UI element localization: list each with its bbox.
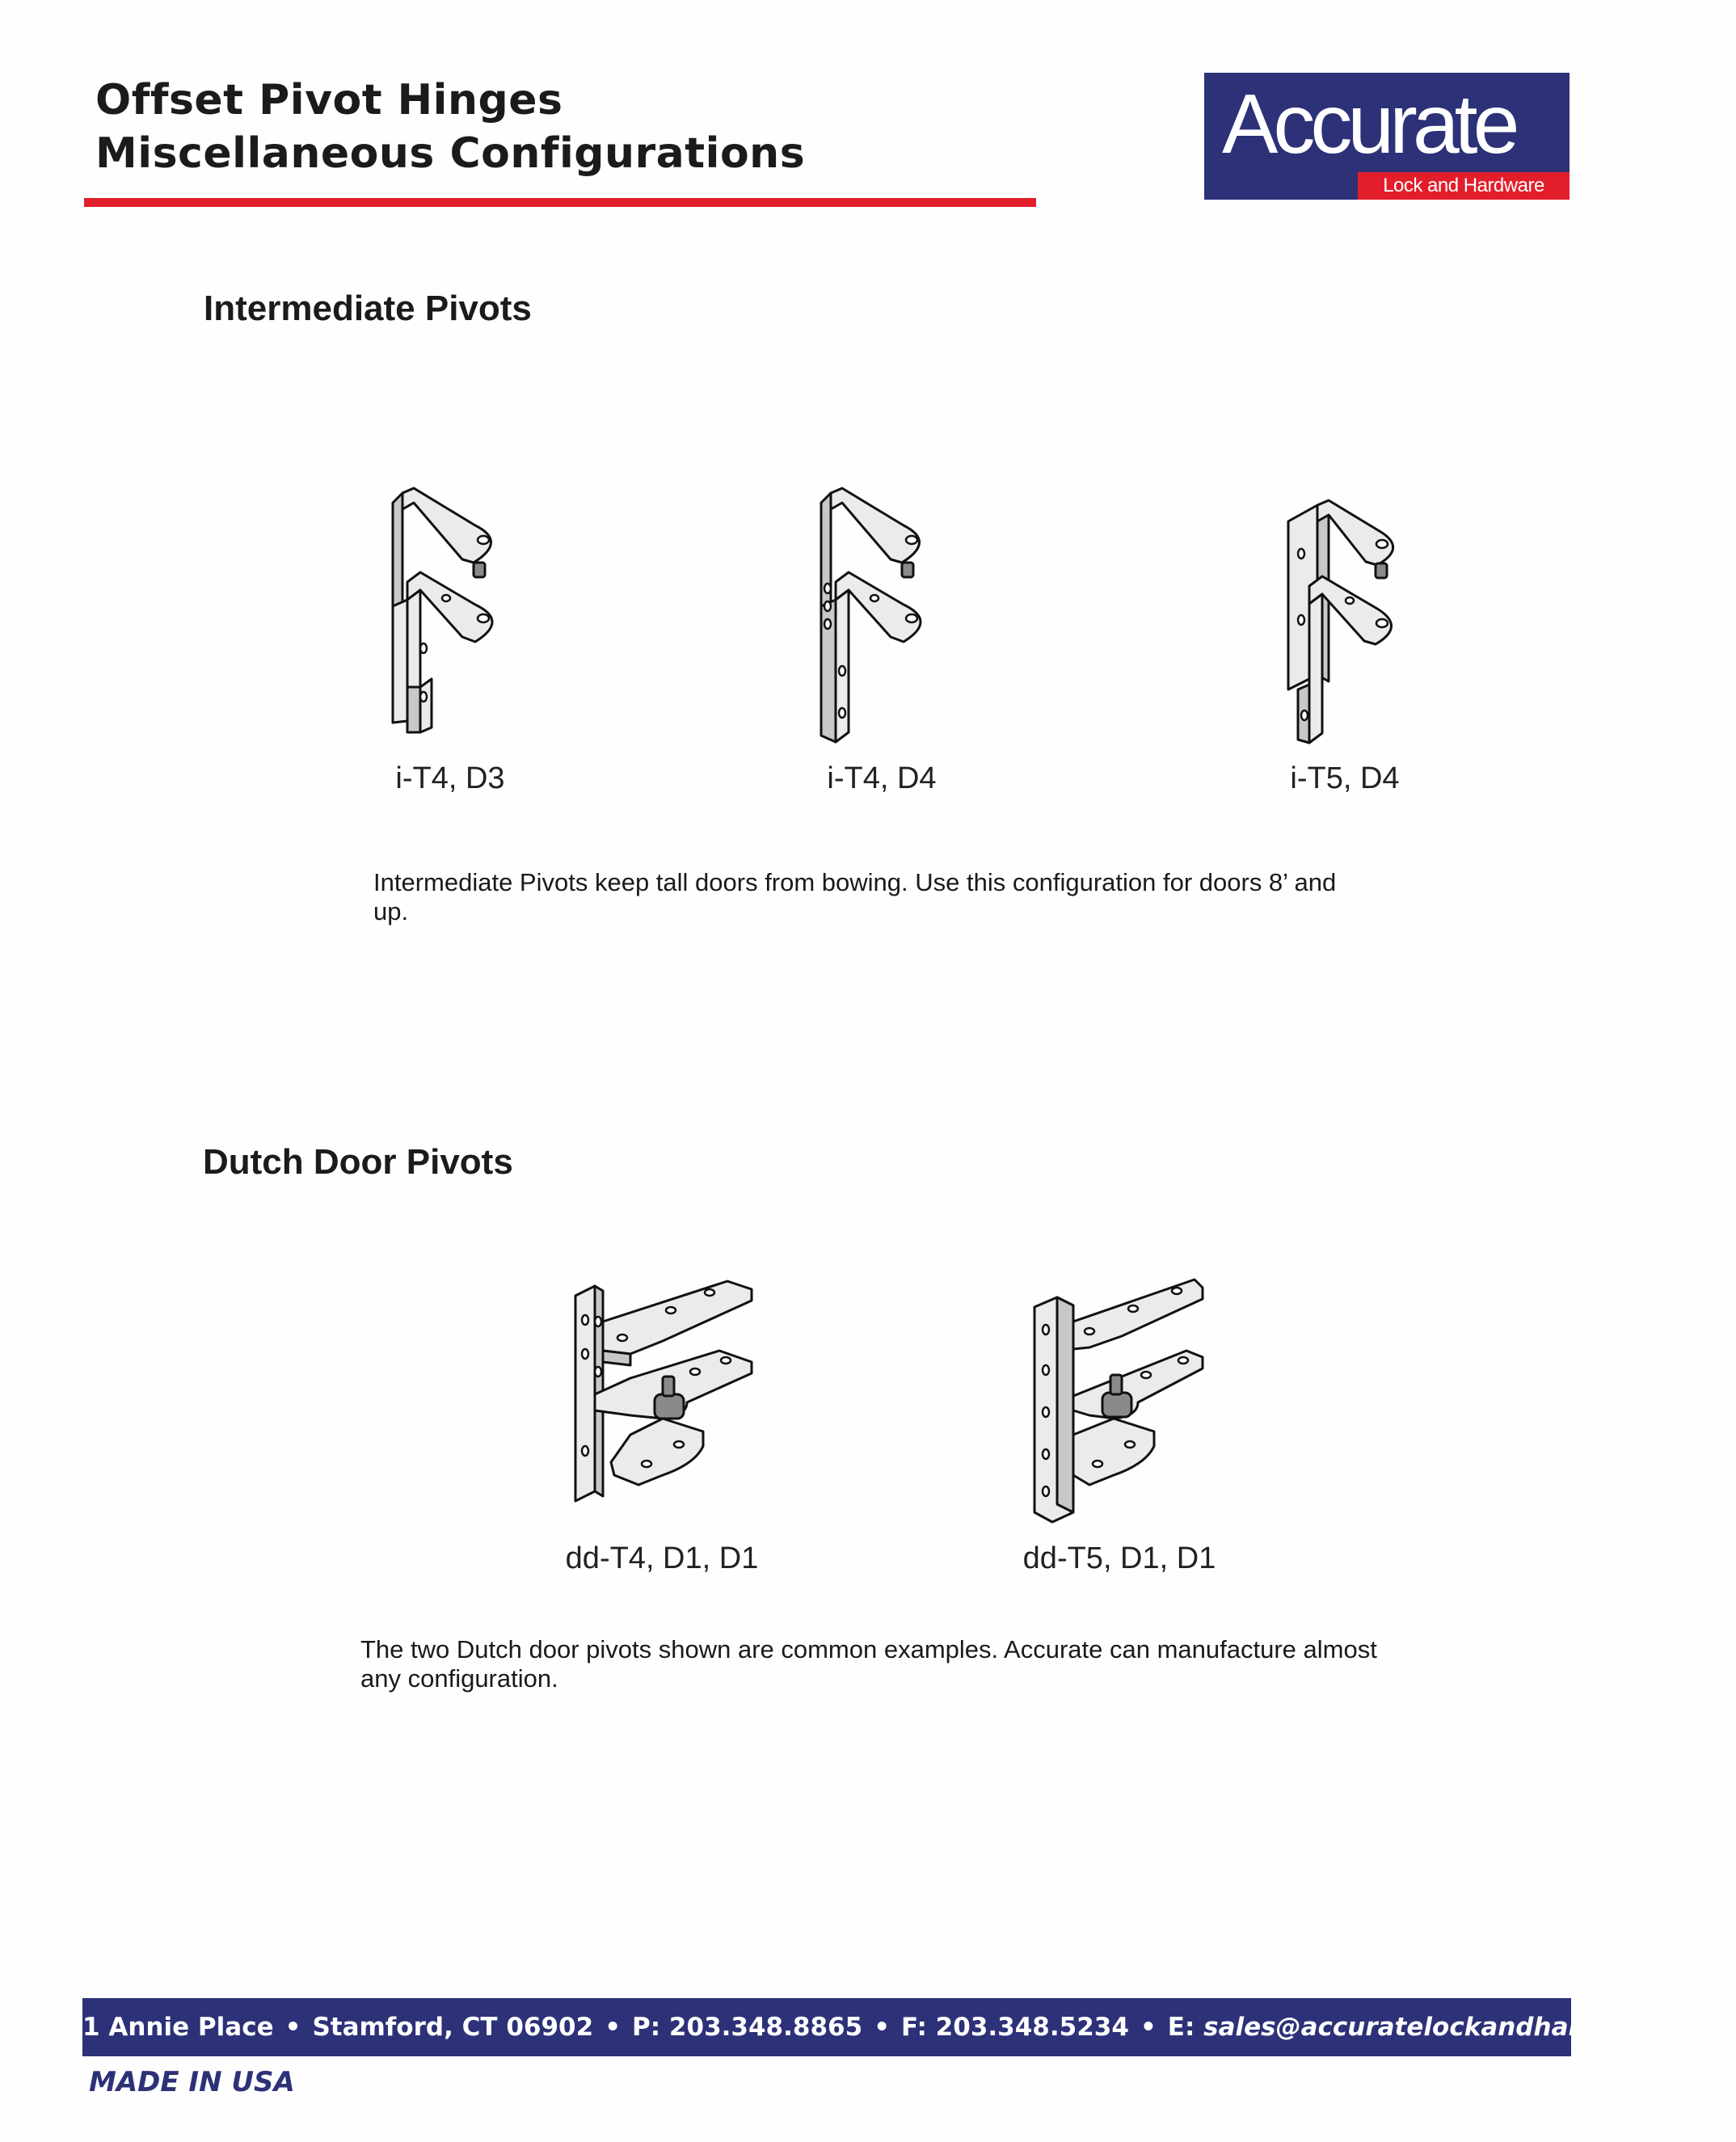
intermediate-pivot-i-t5-d4-diagram — [1285, 497, 1406, 748]
footer-fax: F: 203.348.5234 — [901, 2013, 1129, 2042]
logo-tagline: Lock and Hardware — [1358, 172, 1570, 200]
footer-email-link[interactable]: sales@accuratelockandhardware.com — [1203, 2013, 1736, 2042]
accurate-logo — [1204, 73, 1570, 200]
page-title-line-2: Miscellaneous Configurations — [95, 129, 806, 178]
footer-separator: • — [605, 2013, 622, 2042]
title-underline-rule — [84, 198, 1036, 207]
intermediate-pivots-description: Intermediate Pivots keep tall doors from bowing. Use this configuration for doors 8’ and up. — [373, 868, 1337, 926]
footer-phone: P: 203.348.8865 — [632, 2013, 863, 2042]
footer-separator: • — [1140, 2013, 1157, 2042]
caption-dd-t5-d1-d1: dd-T5, D1, D1 — [1022, 1541, 1216, 1575]
dutch-door-pivots-description: The two Dutch door pivots shown are common examples. Accurate can manufacture almost any configuration. — [360, 1635, 1377, 1693]
footer-separator: • — [874, 2013, 891, 2042]
made-in-usa-label: MADE IN USA — [89, 2066, 295, 2098]
intermediate-pivot-i-t4-d3-diagram — [388, 485, 509, 736]
footer-email-label: E: — [1167, 2013, 1195, 2042]
dutch-door-pivot-dd-t5-diagram — [1025, 1273, 1219, 1516]
caption-i-t4-d4: i-T4, D4 — [827, 761, 937, 795]
dutch-door-pivot-dd-t4-diagram — [566, 1273, 760, 1516]
caption-dd-t4-d1-d1: dd-T4, D1, D1 — [565, 1541, 759, 1575]
footer-contact-bar — [82, 1998, 1736, 2056]
intermediate-pivot-i-t4-d4-diagram — [816, 485, 938, 752]
caption-i-t5-d4: i-T5, D4 — [1290, 761, 1400, 795]
footer-address: 1 Annie Place — [82, 2013, 274, 2042]
footer-separator: • — [284, 2013, 301, 2042]
dutch-door-pivots-heading: Dutch Door Pivots — [203, 1142, 513, 1182]
logo-wordmark: Accurate — [1222, 78, 1515, 171]
page-title-line-1: Offset Pivot Hinges — [95, 76, 563, 124]
intermediate-pivots-heading: Intermediate Pivots — [204, 289, 532, 328]
footer-city: Stamford, CT 06902 — [312, 2013, 594, 2042]
caption-i-t4-d3: i-T4, D3 — [395, 761, 505, 795]
